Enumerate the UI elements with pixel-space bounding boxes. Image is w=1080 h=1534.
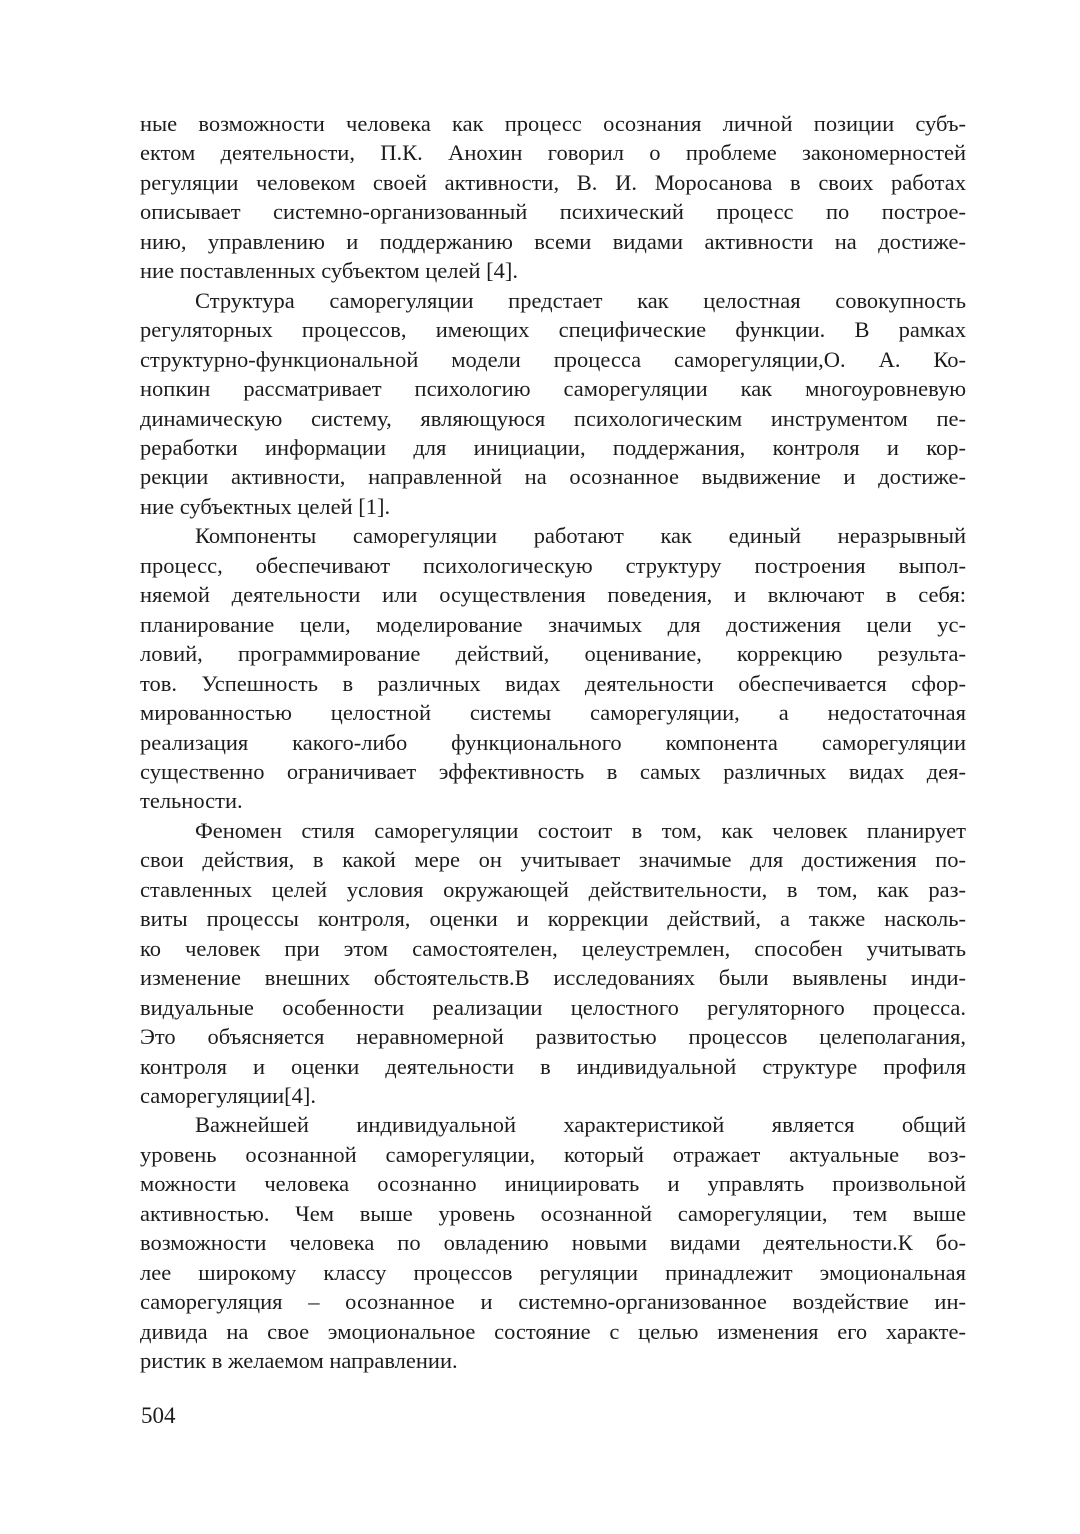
text-line: ко человек при этом самостоятелен, целеустремлен, способен учитывать [140, 935, 966, 961]
text-line: свои действия, в какой мере он учитывает значимые для достижения по- [140, 847, 966, 873]
text-line: планирование цели, моделирование значимых для достижения цели ус- [140, 611, 966, 637]
text-line: ловий, программирование действий, оценивание, коррекцию результа- [140, 641, 966, 667]
text-line: динамическую систему, являющуюся психологическим инструментом пе- [140, 405, 966, 431]
text-line: Структура саморегуляции предстает как целостная совокупность [195, 287, 966, 313]
text-line: активностью. Чем выше уровень осознанной саморегуляции, тем выше [140, 1200, 966, 1226]
text-line: видуальные особенности реализации целостного регуляторного процесса. [140, 994, 966, 1020]
text-line: Феномен стиля саморегуляции состоит в том, как человек планирует [195, 817, 966, 843]
text-line: ные возможности человека как процесс осознания личной позиции субъ- [140, 111, 966, 136]
text-line: виты процессы контроля, оценки и коррекции действий, а также насколь- [140, 906, 966, 932]
text-line: Это объясняется неравномерной развитостью процессов целеполагания, [140, 1024, 966, 1050]
text-line: нию, управлению и поддержанию всеми видами активности на достиже- [140, 228, 966, 254]
text-line: процесс, обеспечивают психологическую структуру построения выпол- [140, 552, 966, 578]
text-line: нопкин рассматривает психологию саморегуляции как многоуровневую [140, 376, 966, 402]
text-line: реализация какого-либо функционального компонента саморегуляции [140, 729, 966, 755]
text-line: саморегуляция – осознанное и системно-организованное воздействие ин- [140, 1289, 966, 1315]
text-line: структурно-функциональной модели процесса саморегуляции,О. А. Ко- [140, 346, 966, 372]
text-line: Компоненты саморегуляции работают как единый неразрывный [195, 523, 966, 549]
text-line: саморегуляции[4]. [140, 1082, 317, 1108]
text-line: няемой деятельности или осуществления поведения, и включают в себя: [140, 582, 966, 608]
text-line: ние поставленных субъектом целей [4]. [140, 258, 519, 284]
text-line: изменение внешних обстоятельств.В исследованиях были выявлены инди- [140, 965, 966, 991]
text-line: ектом деятельности, П.К. Анохин говорил о проблеме закономерностей [140, 140, 966, 166]
text-line: дивида на свое эмоциональное состояние с целью изменения его характе- [140, 1318, 966, 1344]
text-line: ние субъектных целей [1]. [140, 493, 391, 519]
text-line: регуляции человеком своей активности, В. И. Моросанова в своих работах [140, 169, 966, 195]
text-line: описывает системно-организованный психический процесс по построе- [140, 199, 966, 225]
page-number: 504 [141, 1403, 176, 1428]
text-line: мированностью целостной системы саморегуляции, а недостаточная [140, 700, 966, 726]
text-line: регуляторных процессов, имеющих специфические функции. В рамках [140, 317, 966, 343]
text-line: тельности. [140, 788, 243, 814]
text-line: уровень осознанной саморегуляции, который отражает актуальные воз- [140, 1141, 966, 1167]
text-line: ристик в желаемом направлении. [140, 1348, 458, 1374]
text-line: можности человека осознанно инициировать и управлять произвольной [140, 1171, 966, 1197]
text-line: контроля и оценки деятельности в индивидуальной структуре профиля [140, 1053, 966, 1079]
text-line: лее широкому классу процессов регуляции принадлежит эмоциональная [140, 1259, 966, 1285]
text-line: возможности человека по овладению новыми видами деятельности.К бо- [140, 1230, 966, 1256]
text-line: тов. Успешность в различных видах деятельности обеспечивается сфор- [140, 670, 966, 696]
text-line: реработки информации для инициации, поддержания, контроля и кор- [140, 434, 966, 460]
text-line: ставленных целей условия окружающей действительности, в том, как раз- [140, 876, 966, 902]
body-text [140, 109, 966, 1375]
text-line: существенно ограничивает эффективность в самых различных видах дея- [140, 758, 966, 784]
text-line: рекции активности, направленной на осознанное выдвижение и достиже- [140, 464, 966, 490]
text-line: Важнейшей индивидуальной характеристикой является общий [195, 1112, 966, 1138]
